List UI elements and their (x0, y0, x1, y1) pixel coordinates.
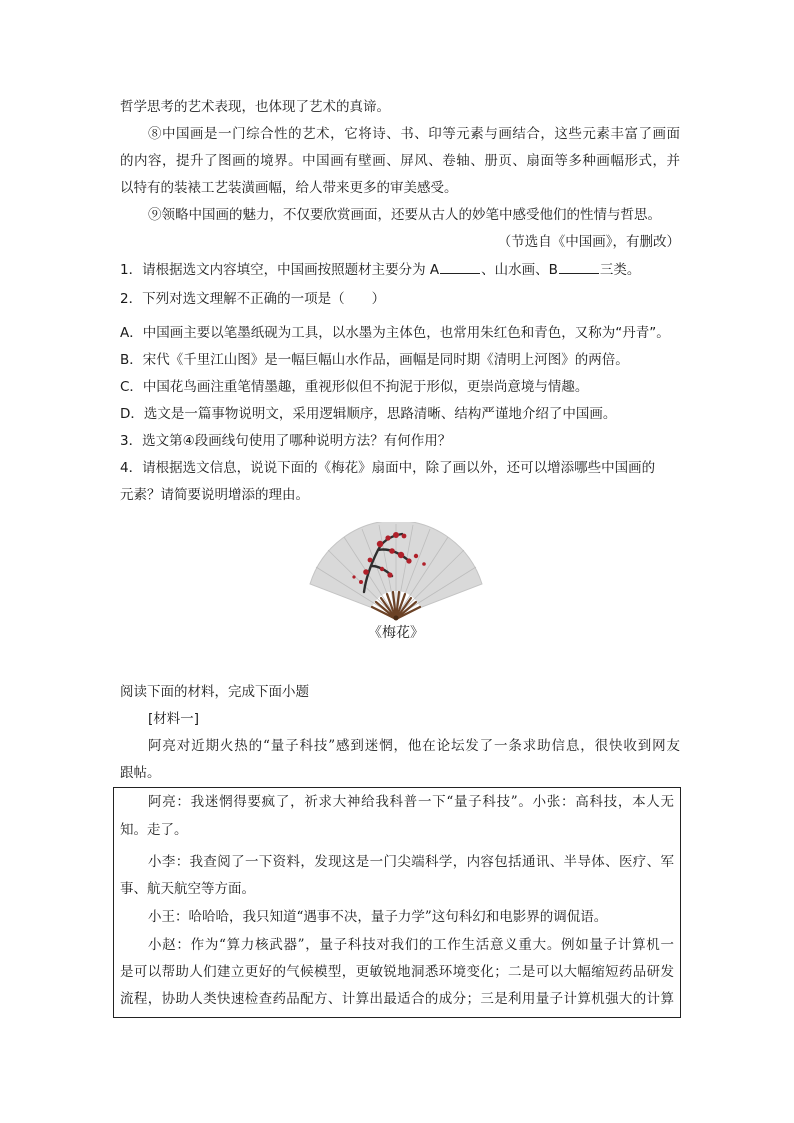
forum-replies-box (113, 787, 681, 1018)
forum-reply-line: 小王：哈哈哈，我只知道“遇事不决，量子力学”这句科幻和电影界的调侃语。 (148, 909, 608, 925)
option-c: C．中国花鸟画注重笔情墨趣，重视形似但不拘泥于形似，更崇尚意境与情趣。 (120, 379, 589, 395)
forum-reply-line: 是可以帮助人们建立更好的气候模型，更敏锐地洞悉环境变化；二是可以大幅缩短药品研发 (120, 964, 674, 980)
question-1-text-c: 三类。 (599, 262, 641, 278)
question-1 (120, 261, 680, 279)
question-2: 2．下列对选文理解不正确的一项是（ ） (120, 291, 386, 307)
material-title: [材料一] (148, 711, 200, 727)
answer-blank-b[interactable] (559, 261, 599, 274)
option-a: A．中国画主要以笔墨纸砚为工具，以水墨为主体色，也常用朱红色和青色，又称为“丹青”。 (120, 325, 670, 341)
question-4-line: 元素？请简要说明增添的理由。 (120, 487, 309, 503)
forum-reply-line: 小赵：作为“算力核武器”，量子科技对我们的工作生活意义重大。例如量子计算机一 (148, 937, 674, 953)
source-note: （节选自《中国画》，有删改） (497, 234, 680, 250)
forum-reply-line: 流程，协助人类快速检查药品配方、计算出最适合的成分；三是利用量子计算机强大的计算 (120, 991, 674, 1007)
passage-line: 哲学思考的艺术表现，也体现了艺术的真谛。 (120, 99, 390, 115)
forum-reply-line: 知。走了。 (120, 822, 188, 838)
question-1-text-a: 1．请根据选文内容填空，中国画按照题材主要分为 A (120, 262, 440, 278)
figure-caption: 《梅花》 (368, 625, 424, 641)
reading-intro: 阅读下面的材料，完成下面小题 (120, 684, 309, 700)
material-line: 跟帖。 (120, 765, 161, 781)
question-1-text-b: 、山水画、B (481, 262, 558, 278)
forum-reply-line: 小李：我查阅了一下资料，发现这是一门尖端科学，内容包括通讯、半导体、医疗、军 (148, 854, 674, 870)
paragraph-9-line: ⑨领略中国画的魅力，不仅要欣赏画面，还要从古人的妙笔中感受他们的性情与哲思。 (148, 207, 661, 223)
folding-fan-plum-blossom-icon (306, 522, 486, 622)
answer-blank-a[interactable] (440, 261, 480, 274)
paragraph-8-line: ⑧中国画是一门综合性的艺术，它将诗、书、印等元素与画结合，这些元素丰富了画面 (148, 126, 680, 142)
forum-reply-line: 事、航天航空等方面。 (120, 881, 255, 897)
material-line: 阿亮对近期火热的“量子科技”感到迷惘，他在论坛发了一条求助信息，很快收到网友 (148, 738, 680, 754)
paragraph-8-line: 以特有的装裱工艺装潢画幅，给人带来更多的审美感受。 (120, 180, 458, 196)
forum-reply-line: 阿亮：我迷惘得要疯了，祈求大神给我科普一下“量子科技”。小张：高科技，本人无 (148, 794, 674, 810)
paragraph-8-line: 的内容，提升了图画的境界。中国画有壁画、屏风、卷轴、册页、扇面等多种画幅形式，并 (120, 153, 680, 169)
question-4-line: 4．请根据选文信息，说说下面的《梅花》扇面中，除了画以外，还可以增添哪些中国画的 (120, 460, 656, 476)
option-b: B．宋代《千里江山图》是一幅巨幅山水作品，画幅是同时期《清明上河图》的两倍。 (120, 352, 629, 368)
question-3: 3．选文第④段画线句使用了哪种说明方法？有何作用？ (120, 433, 452, 449)
option-d: D．选文是一篇事物说明文，采用逻辑顺序，思路清晰、结构严谨地介绍了中国画。 (120, 406, 617, 422)
